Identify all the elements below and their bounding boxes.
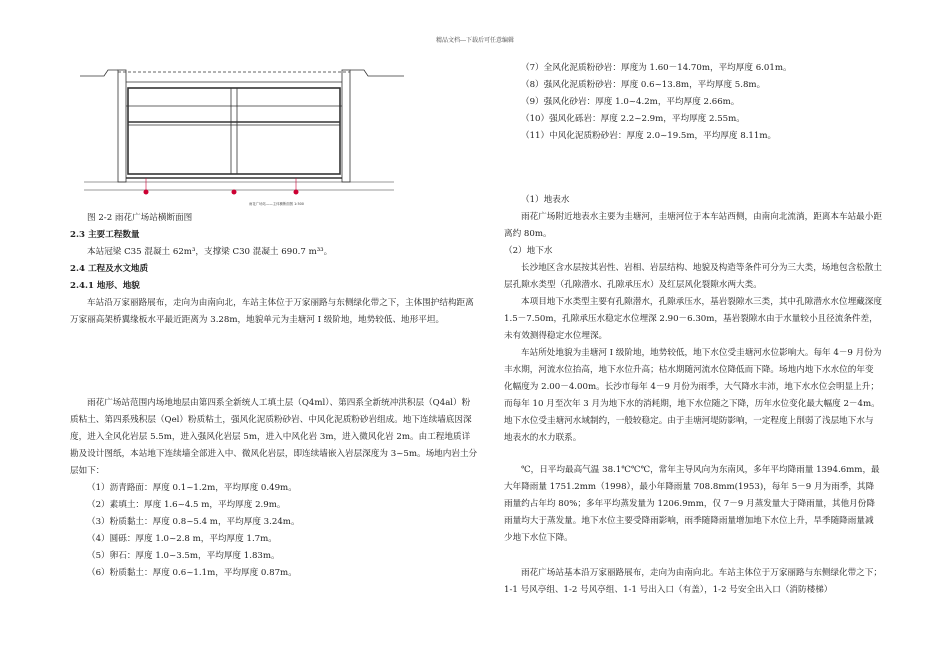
left-column <box>70 210 478 329</box>
right-diaphragm-wall <box>342 70 350 182</box>
right-column-final <box>504 565 882 599</box>
surface-water-text: 雨花广场附近地表水主要为圭塘河，圭塘河位于本车站西侧，由南向北流淌，距离本车站最小距离约 80m。 <box>504 212 882 239</box>
groundwater-paragraph-1: 长沙地区含水层按其岩性、岩相、岩层结构、地貌及构造等条件可分为三大类，场地包含松散土层孔隙水类型（孔隙潜水、孔隙承压水）及红层风化裂隙水两大类。 <box>504 263 882 290</box>
ground-line-left <box>80 70 118 76</box>
strata-item-10: （10）强风化砾岩：厚度 2.2~2.9m，平均厚度 2.55m。 <box>521 114 745 124</box>
terrain-paragraph: 车站沿万家丽路展布，走向为由南向北，车站主体位于万家丽路与东侧绿化带之下，主体围护结构距离万家丽高架桥翼缘板水平最近距离为 3.28m，地貌单元为圭塘河 I 级阶地，地势较低、地形平坦。 <box>70 298 474 325</box>
right-column-water <box>504 192 882 447</box>
groundwater-paragraph-2: 本项目地下水类型主要有孔隙潜水，孔隙承压水，基岩裂隙水三类，其中孔隙潜水水位埋藏深度 1.5－7.50m，孔隙承压水稳定水位埋深 2.90－6.30m，基岩裂隙水由于水量较小且径流条件差，未有效测得稳定水位埋深。 <box>504 297 882 341</box>
center-column <box>231 88 237 174</box>
strata-item-3: （3）粉质黏土：厚度 0.8~5.4 m，平均厚度 3.24m。 <box>87 517 300 527</box>
strata-item-8: （8）强风化泥质粉砂岩：厚度 0.6~13.8m，平均厚度 5.8m。 <box>521 80 766 90</box>
cross-section-figure <box>74 62 474 212</box>
strata-item-4: （4）圆砾：厚度 1.0~2.8 m，平均厚度 1.7m。 <box>87 534 277 544</box>
surface-water-title: （1）地表水 <box>521 195 570 205</box>
ground-line-right <box>350 70 404 76</box>
section-2-3-text: 本站冠梁 C35 混凝土 62m³，支撑梁 C30 混凝土 690.7 m³³。 <box>87 247 333 257</box>
groundwater-paragraph-3: 车站所处地貌为圭塘河 I 级阶地，地势较低，地下水位受圭塘河水位影响大。每年 4－9 月份为丰水期，河流水位抬高，地下水位升高；枯水期随河流水位降低而下降。场地内地下水水位的年变化幅度为 2.00－4.00m。长沙市每年 4－9 月份为雨季，大气降水丰沛，地下水水位会明显上升；而每年 10 月至次年 3 月为地下水的消耗期，地下水位随之下降，历年水位变化最大幅度 2－4m。地下水位受圭塘河水域制约，一般较稳定。由于圭塘河堤防影响，一定程度上削弱了浅层地下水与地表水的水力联系。 <box>504 348 882 443</box>
station-box <box>128 88 340 174</box>
right-column-climate <box>504 462 882 547</box>
strata-item-6: （6）粉质黏土：厚度 0.6~1.1m，平均厚度 0.87m。 <box>87 568 297 578</box>
left-diaphragm-wall <box>118 70 126 182</box>
section-2-3-title: 2.3 主要工程数量 <box>70 230 140 240</box>
figure-inner-label: 雨花广场站——主体横断面图 1:500 <box>249 202 304 206</box>
axis-marker-c <box>294 190 299 195</box>
left-column-lower <box>70 395 478 582</box>
section-2-4-title: 2.4 工程及水文地质 <box>70 264 149 274</box>
strata-item-5: （5）卵石：厚度 1.0~3.5m，平均厚度 1.83m。 <box>87 551 280 561</box>
page-header: 精品文档---下载后可任意编辑 <box>435 37 515 44</box>
axis-marker-b <box>232 190 237 195</box>
strata-item-1: （1）沥青路面：厚度 0.1~1.2m，平均厚度 0.49m。 <box>87 483 297 493</box>
strata-item-7: （7）全风化泥质粉砂岩：厚度为 1.60－14.70m，平均厚度 6.01m。 <box>521 63 792 73</box>
section-2-4-1-title: 2.4.1 地形、地貌 <box>70 281 140 291</box>
climate-paragraph: ℃，日平均最高气温 38.1℃℃℃，常年主导风向为东南风，多年平均降雨量 1394.6mm，最大年降雨量 1751.2mm（1998），最小年降雨量 708.8mm(1953)，每年 5－9 月为雨季，其降雨量约占年均 80%；多年平均蒸发量为 1206.9mm，仅 7－9 月蒸发量大于降雨量，其他月份降雨量均大于蒸发量。地下水位主要受降雨影响，雨季随降雨量增加地下水位上升，旱季随降雨量减少地下水位下降。 <box>504 465 880 543</box>
strata-item-2: （2）素填土：厚度 1.6~4.5 m，平均厚度 2.9m。 <box>87 500 286 510</box>
strata-item-11: （11）中风化泥质粉砂岩：厚度 2.0~19.5m，平均厚度 8.11m。 <box>521 131 777 141</box>
station-layout-paragraph: 雨花广场站基本沿万家丽路展布，走向为由南向北。车站主体位于万家丽路与东侧绿化带之下；1-1 号风亭组、1-2 号风亭组、1-1 号出入口（有盖），1-2 号安全出入口（消防楼梯） <box>504 568 882 595</box>
strata-paragraph: 雨花广场站范围内场地地层由第四系全新统人工填土层（Q4ml）、第四系全新统冲洪积层（Q4al）粉质粘土、第四系残积层（Qel）粉质粘土，强风化泥质粉砂岩、中风化泥质粉砂岩组成。地下连续墙底因深度，进入全风化岩层 5.5m，进入强风化岩层 5m，进入中风化岩 3m，进入微风化岩 2m。由工程地质详勘及设计图纸，本站地下连续墙全部进入中、微风化岩层，即连续墙嵌入岩层深度为 3~5m。场地内岩土分层如下： <box>70 398 478 476</box>
strata-item-9: （9）强风化砂岩：厚度 1.0~4.2m，平均厚度 2.66m。 <box>521 97 740 107</box>
right-column-top <box>504 60 882 145</box>
axis-marker-a <box>144 190 149 195</box>
figure-caption: 图 2-2 雨花广场站横断面图 <box>87 213 193 223</box>
groundwater-title: （2）地下水 <box>504 246 553 256</box>
